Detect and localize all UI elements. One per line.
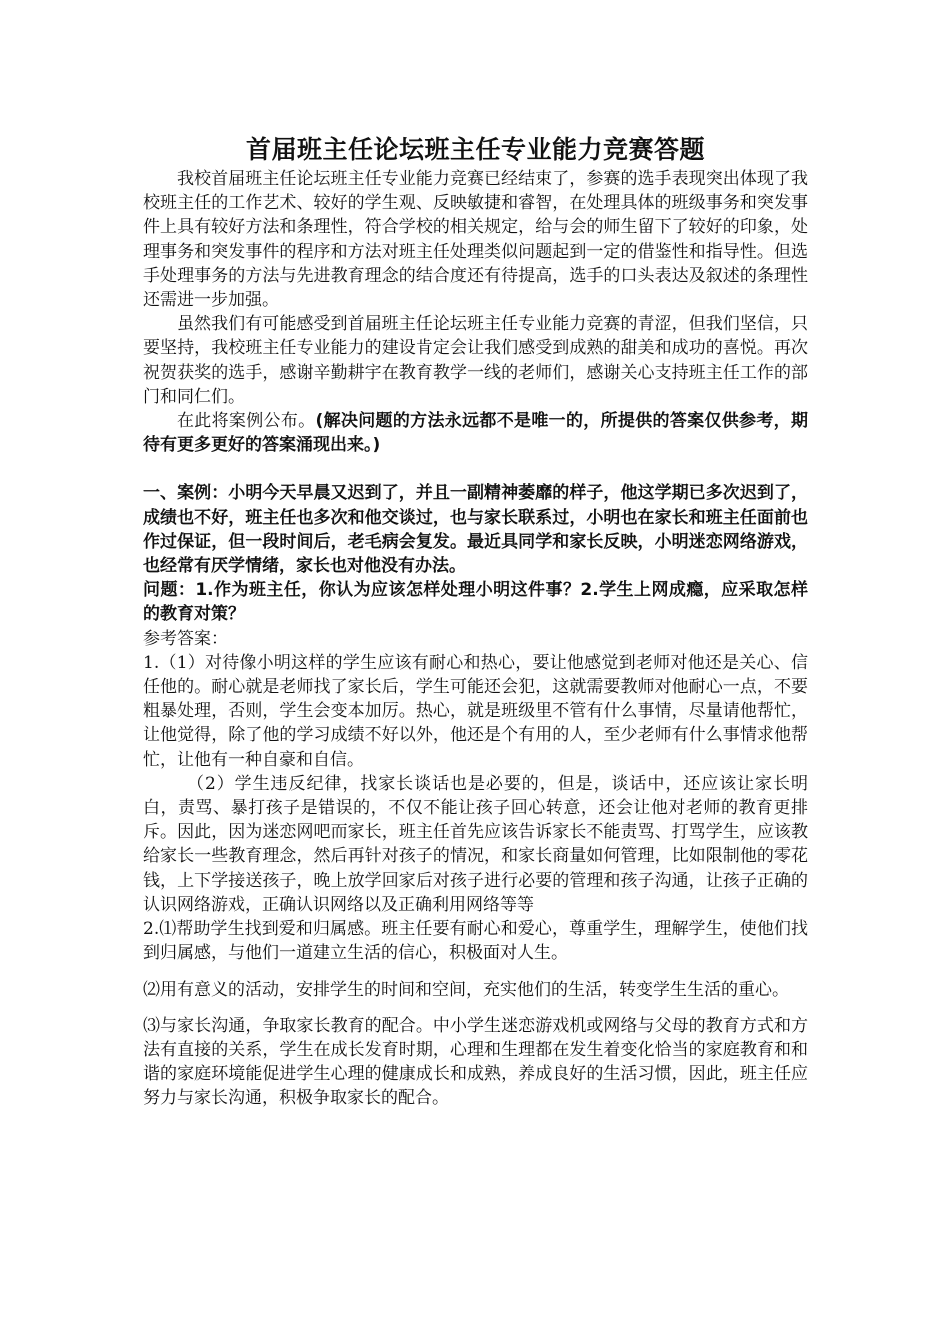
spacer <box>143 457 808 481</box>
answer-1-part-1: 1.（1）对待像小明这样的学生应该有耐心和热心，要让他感觉到老师对他还是关心、信任他的。耐心就是老师找了家长后，学生可能还会犯，这就需要教师对他耐心一点，不要粗暴处理，否则，学生会变本加厉。热心，就是班级里不管有什么事情，尽量请他帮忙，让他觉得，除了他的学习成绩不好以外，他还是个有用的人，至少老师有什么事情求他帮忙，让他有一种自豪和自信。 <box>143 652 808 770</box>
answer-2-part-1: 2.⑴帮助学生找到爱和归属感。班主任要有耐心和爱心，尊重学生，理解学生，使他们找到归属感，与他们一道建立生活的信心，积极面对人生。 <box>143 919 808 964</box>
spacer <box>143 1002 808 1014</box>
intro-paragraph-3 <box>143 409 808 457</box>
case-question: 问题：1.作为班主任，你认为应该怎样处理小明这件事？2.学生上网成瘾，应采取怎样的教育对策？ <box>143 580 808 625</box>
spacer <box>143 966 808 978</box>
answer-2-part-3: ⑶与家长沟通，争取家长教育的配合。中小学生迷恋游戏机或网络与父母的教育方式和方法有直接的关系，学生在成长发育时期，心理和生理都在发生着变化恰当的家庭教育和和谐的家庭环境能促进学生心理的健康成长和成熟，养成良好的生活习惯，因此，班主任应努力与家长沟通，积极争取家长的配合。 <box>143 1015 808 1109</box>
intro-paragraph-3-text: 在此将案例公布。 <box>177 411 316 432</box>
document-body <box>143 133 808 1111</box>
answer-1-part-2: （2）学生违反纪律，找家长谈话也是必要的，但是，谈话中，还应该让家长明白，责骂、暴打孩子是错误的，不仅不能让孩子回心转意，还会让他对老师的教育更排斥。因此，因为迷恋网吧而家长，班主任首先应该告诉家长不能责骂、打骂学生，应该教给家长一些教育理念，然后再针对孩子的情况，和家长商量如何管理，比如限制他的零花钱，上下学接送孩子，晚上放学回家后对孩子进行必要的管理和孩子沟通，让孩子正确的认识网络游戏，正确认识网络以及正确利用网络等等 <box>143 773 808 915</box>
answer-2-part-2: ⑵用有意义的活动，安排学生的时间和空间，充实他们的生活，转变学生生活的重心。 <box>143 979 789 1000</box>
case-description: 一、案例：小明今天早晨又迟到了，并且一副精神萎靡的样子，他这学期已多次迟到了，成绩也不好，班主任也多次和他交谈过，也与家长联系过，小明也在家长和班主任面前也作过保证，但一段时间后，老毛病会复发。最近具同学和家长反映，小明迷恋网络游戏，也经常有厌学情绪，家长也对他没有办法。 <box>143 483 808 577</box>
answer-label: 参考答案： <box>143 628 228 649</box>
intro-paragraph-1: 我校首届班主任论坛班主任专业能力竞赛已经结束了，参赛的选手表现突出体现了我校班主任的工作艺术、较好的学生观、反映敏捷和睿智，在处理具体的班级事务和突发事件上具有较好方法和条理性，符合学校的相关规定，给与会的师生留下了较好的印象，处理事务和突发事件的程序和方法对班主任处理类似问题起到一定的借鉴性和指导性。但选手处理事务的方法与先进教育理念的结合度还有待提高，选手的口头表达及叙述的条理性还需进一步加强。 <box>143 169 808 311</box>
page-title: 首届班主任论坛班主任专业能力竞赛答题 <box>245 135 705 164</box>
intro-paragraph-3-note: (解决问题的方法永远都不是唯一的，所提供的答案仅供参考，期待有更多更好的答案涌现出来。) <box>143 411 808 456</box>
intro-paragraph-2: 虽然我们有可能感受到首届班主任论坛班主任专业能力竞赛的青涩，但我们坚信，只要坚持，我校班主任专业能力的建设肯定会让我们感受到成熟的甜美和成功的喜悦。再次祝贺获奖的选手，感谢辛勤耕宇在教育教学一线的老师们，感谢关心支持班主任工作的部门和同仁们。 <box>143 314 808 407</box>
